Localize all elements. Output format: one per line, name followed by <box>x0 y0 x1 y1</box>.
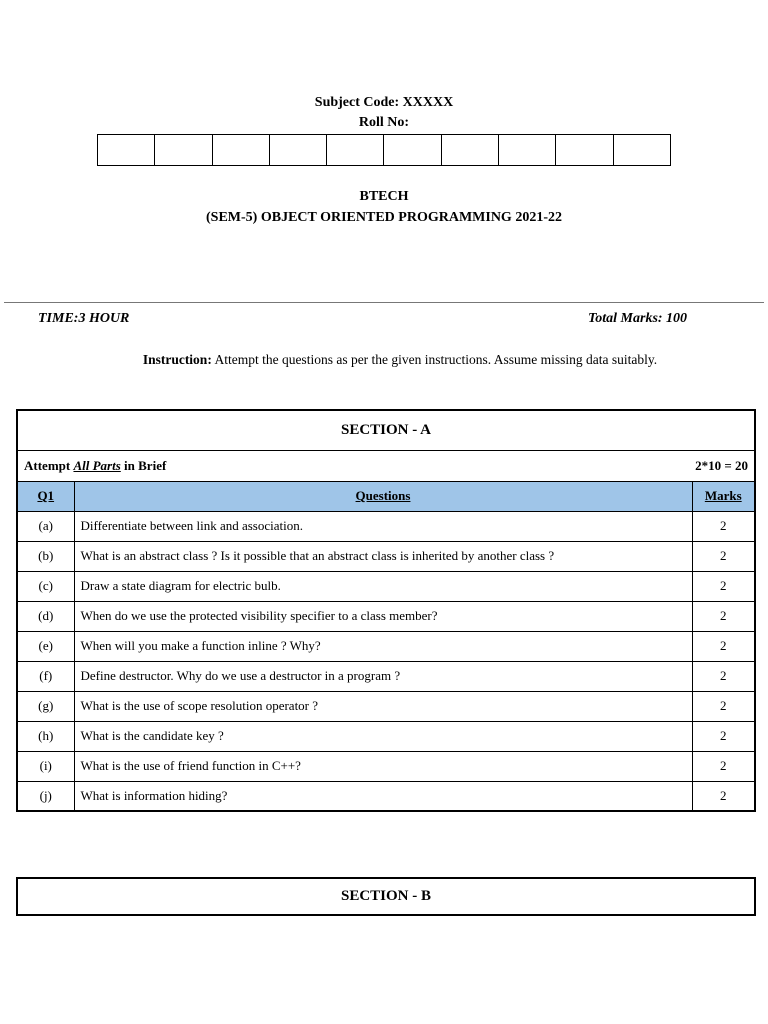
question-number: (e) <box>17 631 74 661</box>
question-text: Differentiate between link and association. <box>74 511 692 541</box>
instruction-text: Attempt the questions as per the given instructions. Assume missing data suitably. <box>211 352 658 367</box>
column-header-row <box>17 481 755 511</box>
question-text: What is an abstract class ? Is it possible that an abstract class is inherited by another class ? <box>74 541 692 571</box>
program-name: BTECH <box>359 189 409 204</box>
roll-box <box>442 135 499 165</box>
col-header-marks: Marks <box>692 481 755 511</box>
section-a-title: SECTION - A <box>17 410 755 450</box>
roll-box <box>384 135 441 165</box>
question-text: What is the candidate key ? <box>74 721 692 751</box>
course-heading <box>0 186 768 228</box>
col-header-questions: Questions <box>74 481 692 511</box>
question-marks: 2 <box>692 571 755 601</box>
instruction-line <box>0 352 768 368</box>
question-marks: 2 <box>692 601 755 631</box>
question-marks: 2 <box>692 691 755 721</box>
question-row <box>17 661 755 691</box>
question-text: When will you make a function inline ? Why? <box>74 631 692 661</box>
question-text: What is the use of friend function in C++? <box>74 751 692 781</box>
attempt-prefix: Attempt <box>24 457 74 473</box>
attempt-emphasis: All Parts <box>73 457 121 473</box>
question-row <box>17 511 755 541</box>
roll-box <box>614 135 670 165</box>
section-a-table <box>16 409 756 812</box>
question-marks: 2 <box>692 721 755 751</box>
question-marks: 2 <box>692 541 755 571</box>
subject-code: Subject Code: XXXXX <box>314 95 454 110</box>
question-row <box>17 601 755 631</box>
question-row <box>17 541 755 571</box>
question-number: (b) <box>17 541 74 571</box>
question-number: (d) <box>17 601 74 631</box>
attempt-instruction <box>24 458 166 474</box>
question-text: When do we use the protected visibility specifier to a class member? <box>74 601 692 631</box>
question-number: (i) <box>17 751 74 781</box>
col-header-q: Q1 <box>17 481 74 511</box>
question-row <box>17 631 755 661</box>
attempt-row <box>17 450 755 481</box>
roll-box <box>98 135 155 165</box>
question-marks: 2 <box>692 661 755 691</box>
question-row <box>17 571 755 601</box>
roll-box <box>155 135 212 165</box>
question-marks: 2 <box>692 511 755 541</box>
question-text: Draw a state diagram for electric bulb. <box>74 571 692 601</box>
roll-box <box>213 135 270 165</box>
question-marks: 2 <box>692 781 755 811</box>
question-number: (h) <box>17 721 74 751</box>
question-number: (a) <box>17 511 74 541</box>
question-row <box>17 721 755 751</box>
roll-no-label: Roll No: <box>358 115 410 130</box>
instruction-label: Instruction: <box>142 352 212 367</box>
marks-formula: 2*10 = 20 <box>695 457 748 473</box>
paper-header <box>0 93 768 133</box>
exam-time: TIME:3 HOUR <box>38 311 130 326</box>
question-number: (f) <box>17 661 74 691</box>
course-title: (SEM-5) OBJECT ORIENTED PROGRAMMING 2021-22 <box>206 210 562 225</box>
section-b-title: SECTION - B <box>16 877 756 916</box>
question-text: What is the use of scope resolution operator ? <box>74 691 692 721</box>
roll-box <box>327 135 384 165</box>
question-text: What is information hiding? <box>74 781 692 811</box>
question-row <box>17 691 755 721</box>
question-marks: 2 <box>692 751 755 781</box>
question-row <box>17 751 755 781</box>
question-number: (c) <box>17 571 74 601</box>
question-number: (j) <box>17 781 74 811</box>
attempt-suffix: in Brief <box>120 457 167 473</box>
roll-number-boxes <box>97 134 671 166</box>
divider <box>4 302 764 303</box>
roll-box <box>556 135 613 165</box>
question-text: Define destructor. Why do we use a destructor in a program ? <box>74 661 692 691</box>
roll-box <box>499 135 556 165</box>
total-marks: Total Marks: 100 <box>588 311 688 326</box>
question-marks: 2 <box>692 631 755 661</box>
question-row <box>17 781 755 811</box>
question-number: (g) <box>17 691 74 721</box>
roll-box <box>270 135 327 165</box>
